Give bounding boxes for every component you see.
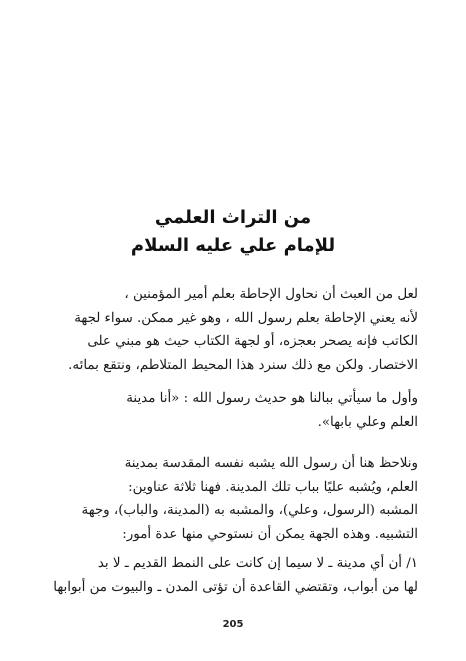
paragraph-line: لها من أبواب، وتقتضي القاعدة أن تؤتى المدن ـ والبيوت من أبوابها	[53, 579, 418, 595]
paragraph-2	[48, 387, 418, 434]
paragraph-3	[48, 452, 418, 546]
chapter-title-line-1: من التراث العلمي	[154, 207, 312, 228]
paragraph-line: التشبيه. وهذه الجهة يمكن أن نستوحي منها عدة أمور:	[122, 526, 418, 542]
paragraph-4	[48, 552, 418, 599]
paragraph-line: ١/ أن أي مدينة ـ لا سيما إن كانت على النمط القديم ـ لا بد	[97, 556, 418, 571]
paragraph-line: الكاتب فإنه يصحر بعجزه، أو لجهة الكتاب حيث هو مبني على	[87, 334, 418, 349]
paragraph-line: الاختصار. ولكن مع ذلك سنرد هذا المحيط المتلاطم، ونتقع بمائه.	[68, 357, 418, 373]
paragraph-line: لأنه يعني الإحاطة بعلم رسول الله ، وهو غير ممكن. سواء لجهة	[74, 310, 418, 326]
paragraph-line: وأول ما سيأتي ببالنا هو حديث رسول الله : «أنا مدينة	[126, 391, 418, 406]
paragraph-line: العلم، ويُشبه عليًا بباب تلك المدينة. فهنا ثلاثة عناوين:	[128, 479, 418, 495]
paragraph-1	[48, 283, 418, 377]
paragraph-line: ونلاحظ هنا أن رسول الله يشبه نفسه المقدسة بمدينة	[124, 456, 418, 471]
paragraph-line: العلم وعلي بابها».	[317, 414, 418, 430]
paragraph-line: المشبه (الرسول، وعلي)، والمشبه به (المدينة، والباب)، وجهة	[81, 503, 418, 518]
page-number: 205	[222, 619, 244, 630]
paragraph-line: لعل من العبث أن نحاول الإحاطة بعلم أمير المؤمنين ،	[124, 287, 418, 302]
chapter-title-line-2: للإمام علي عليه السلام	[130, 235, 336, 256]
